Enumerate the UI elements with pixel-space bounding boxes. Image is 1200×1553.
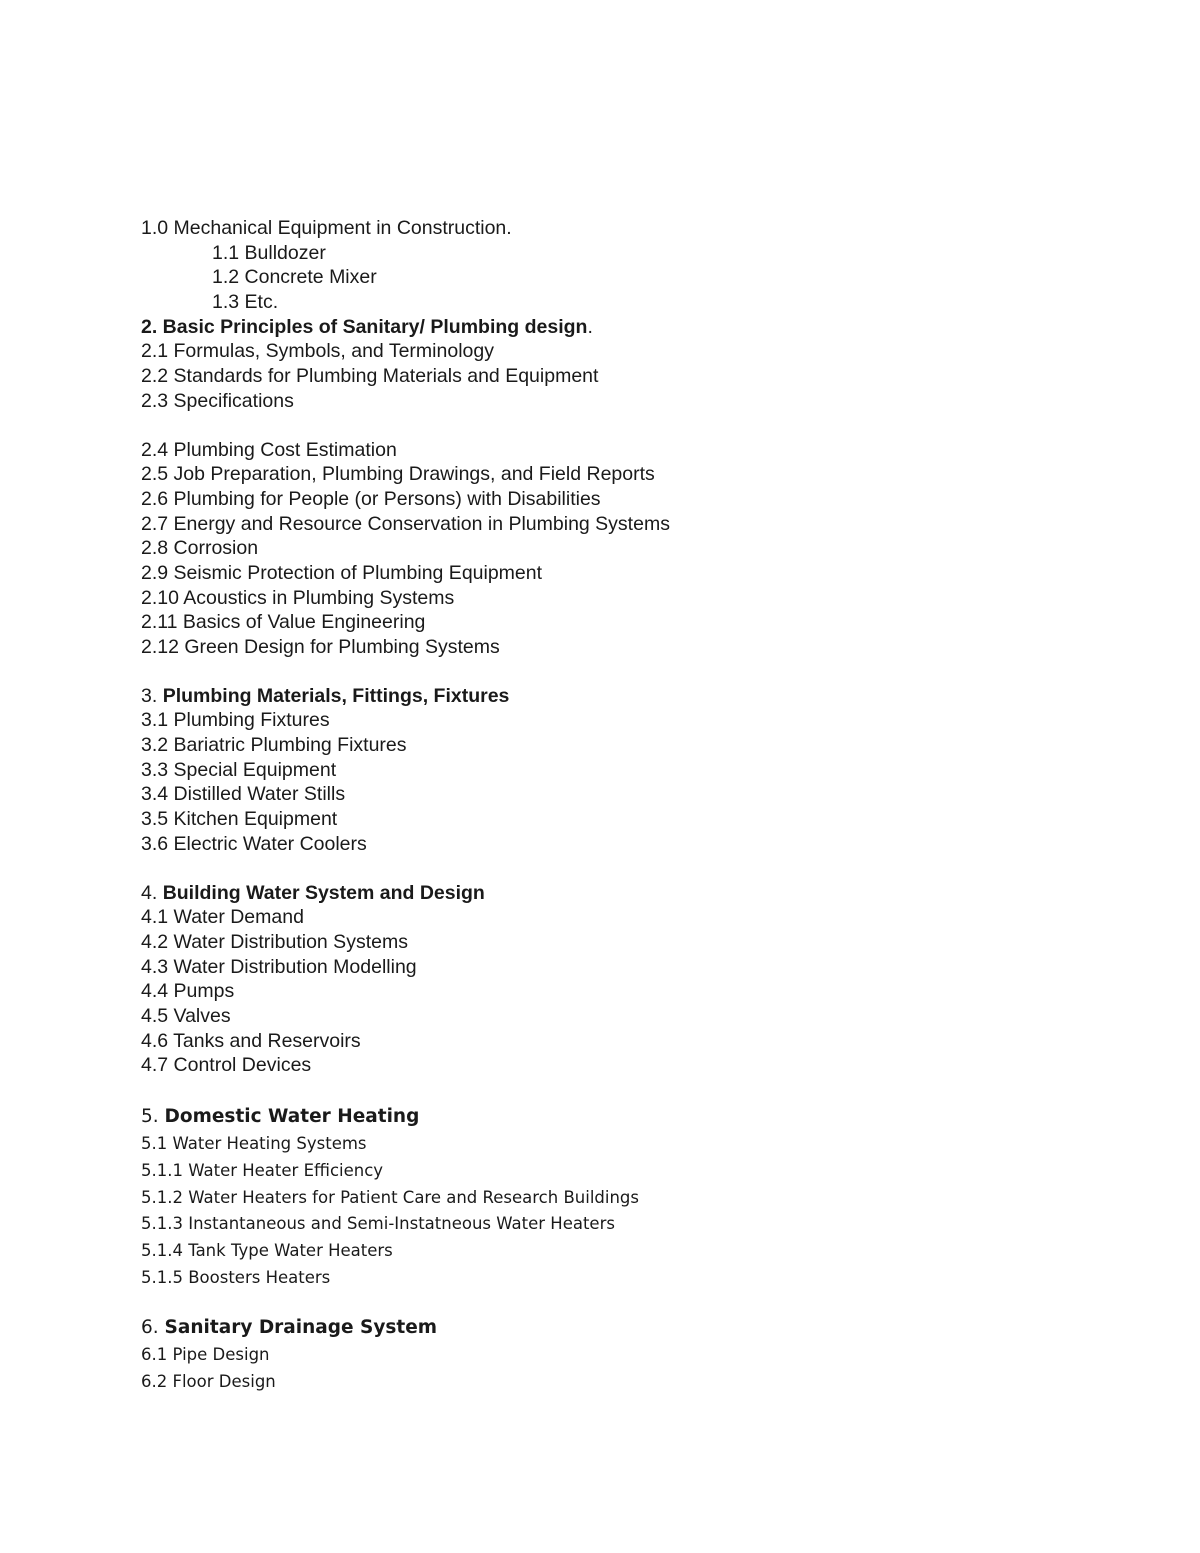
section-4-item: 4.1 Water Demand [141,906,304,929]
section-5-heading [141,1103,1141,1131]
section-5-heading-text: Domestic Water Heating [164,1106,420,1127]
section-3-heading-text: Plumbing Materials, Fittings, Fixtures [162,684,510,707]
section-2-heading-tail: . [587,315,593,338]
section-2-item: 2.6 Plumbing for People (or Persons) with Disabilities [141,487,601,510]
section-2-item: 2.10 Acoustics in Plumbing Systems [141,586,455,609]
section-2-heading [141,315,1141,340]
section-6-item: 6.2 Floor Design [141,1371,276,1391]
section-6-heading-text: Sanitary Drainage System [164,1316,438,1338]
section-2-item: 2.1 Formulas, Symbols, and Terminology [141,340,494,363]
section-4-item: 4.2 Water Distribution Systems [141,930,408,953]
section-1-item: 1.1 Bulldozer [212,241,326,264]
section-2-item: 2.7 Energy and Resource Conservation in Plumbing Systems [141,512,670,535]
section-5-item: 5.1.1 Water Heater Efficiency [141,1160,384,1180]
section-4-heading [141,881,1141,906]
section-1-item: 1.2 Concrete Mixer [212,266,377,289]
section-3-heading [141,684,1141,709]
section-3-item: 3.4 Distilled Water Stills [141,783,346,806]
section-4-item: 4.6 Tanks and Reservoirs [141,1029,361,1052]
section-1-heading: 1.0 Mechanical Equipment in Construction. [141,217,512,239]
section-3-number: 3. [141,684,163,707]
section-5-item: 5.1.4 Tank Type Water Heaters [141,1241,393,1261]
section-4-item: 4.7 Control Devices [141,1054,312,1077]
section-2-item: 2.12 Green Design for Plumbing Systems [141,636,500,658]
section-2-item: 2.8 Corrosion [141,537,259,560]
section-4-heading-text: Building Water System and Design [162,881,485,904]
blank-line [141,1292,1141,1314]
section-5-item: 5.1 Water Heating Systems [141,1134,367,1153]
section-6-heading [141,1314,1141,1342]
section-3-item: 3.1 Plumbing Fixtures [141,709,330,732]
section-2-item: 2.4 Plumbing Cost Estimation [141,438,397,461]
section-2-item: 2.9 Seismic Protection of Plumbing Equipment [141,561,543,584]
outline-block-calibri [141,1103,1141,1395]
section-5-item: 5.1.5 Boosters Heaters [141,1267,331,1287]
section-3-item: 3.2 Bariatric Plumbing Fixtures [141,734,407,757]
section-2-item: 2.11 Basics of Value Engineering [141,611,426,634]
section-2-item: 2.3 Specifications [141,389,294,412]
section-5-item: 5.1.2 Water Heaters for Patient Care and Research Buildings [141,1187,639,1207]
section-2-item: 2.5 Job Preparation, Plumbing Drawings, and Field Reports [141,463,655,486]
section-4-item: 4.5 Valves [141,1004,231,1027]
section-2-heading-text: 2. Basic Principles of Sanitary/ Plumbing design [141,315,588,338]
section-5-item: 5.1.3 Instantaneous and Semi-Instatneous Water Heaters [141,1214,615,1234]
section-3-item: 3.3 Special Equipment [141,758,337,781]
section-4-item: 4.3 Water Distribution Modelling [141,955,417,978]
section-3-item: 3.6 Electric Water Coolers [141,832,367,855]
blank-line [141,857,1141,881]
section-2-item: 2.2 Standards for Plumbing Materials and Equipment [141,365,599,388]
section-5-number: 5. [141,1106,165,1127]
section-1-item: 1.3 Etc. [212,291,279,314]
blank-line [141,660,1141,684]
blank-line [141,414,1141,438]
section-4-item: 4.4 Pumps [141,980,235,1003]
section-3-item: 3.5 Kitchen Equipment [141,808,338,831]
outline-block-arial [141,216,1141,1078]
section-6-number: 6. [141,1316,165,1338]
section-4-number: 4. [141,881,163,904]
section-6-item: 6.1 Pipe Design [141,1344,270,1364]
